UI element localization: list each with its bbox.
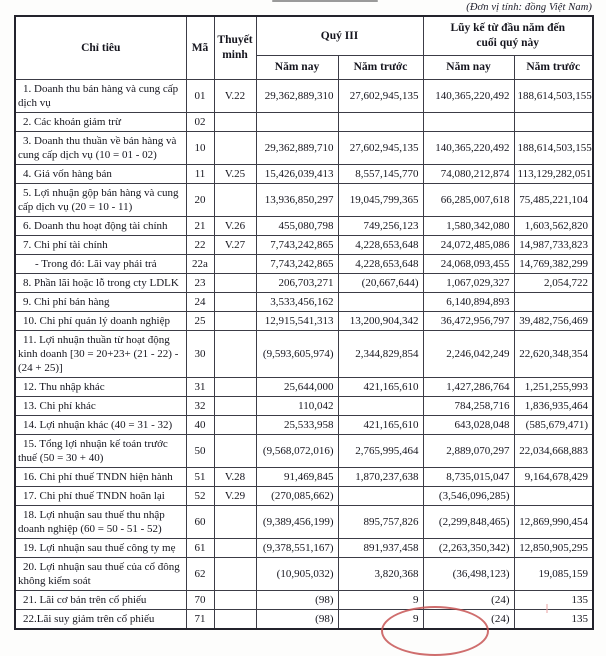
cell-note	[214, 591, 256, 610]
table-row	[15, 435, 593, 468]
table-row	[15, 132, 593, 165]
cell-note	[214, 274, 256, 293]
table-row	[15, 217, 593, 236]
cell-code: 11	[186, 165, 214, 184]
cell-y-this: 8,735,015,047	[423, 468, 514, 487]
cell-code: 24	[186, 293, 214, 312]
table-row	[15, 539, 593, 558]
cell-code: 40	[186, 416, 214, 435]
cell-code: 21	[186, 217, 214, 236]
header-luyke-nam-truoc: Năm trước	[514, 56, 593, 80]
cell-y-prev: (585,679,471)	[514, 416, 593, 435]
cell-q-this: 110,042	[256, 397, 338, 416]
cell-q-this: (9,389,456,199)	[256, 506, 338, 539]
table-row	[15, 184, 593, 217]
cell-q-this: 25,644,000	[256, 378, 338, 397]
table-row	[15, 416, 593, 435]
cell-q-this: (98)	[256, 610, 338, 630]
cell-note	[214, 255, 256, 274]
cell-code: 50	[186, 435, 214, 468]
cell-code: 51	[186, 468, 214, 487]
table-row	[15, 610, 593, 630]
scan-artifact-line	[546, 604, 548, 613]
cell-note	[214, 293, 256, 312]
cell-note	[214, 610, 256, 630]
cell-y-prev: 75,485,221,104	[514, 184, 593, 217]
cell-y-prev: 188,614,503,155	[514, 80, 593, 113]
cell-q-prev: 421,165,610	[338, 416, 423, 435]
cell-code: 32	[186, 397, 214, 416]
cell-y-this: 24,072,485,086	[423, 236, 514, 255]
cell-y-prev: 9,164,678,429	[514, 468, 593, 487]
cell-y-this: 36,472,956,797	[423, 312, 514, 331]
cell-y-this: 24,068,093,455	[423, 255, 514, 274]
cell-y-this: 643,028,048	[423, 416, 514, 435]
table-row	[15, 80, 593, 113]
cell-note: V.28	[214, 468, 256, 487]
table-row	[15, 506, 593, 539]
table-row	[15, 487, 593, 506]
cell-q-this: 206,703,271	[256, 274, 338, 293]
cell-label: 10. Chi phí quản lý doanh nghiệp	[15, 312, 186, 331]
table-row	[15, 255, 593, 274]
header-thuyet-minh: Thuyết minh	[214, 16, 256, 80]
cell-label: 6. Doanh thu hoạt động tài chính	[15, 217, 186, 236]
cell-code: 30	[186, 331, 214, 378]
cell-y-prev	[514, 293, 593, 312]
cell-q-prev: (20,667,644)	[338, 274, 423, 293]
cell-code: 23	[186, 274, 214, 293]
cell-label: 20. Lợi nhuận sau thuế của cổ đông không kiểm soát	[15, 558, 186, 591]
table-row	[15, 331, 593, 378]
cell-y-this: 1,067,029,327	[423, 274, 514, 293]
cell-code: 71	[186, 610, 214, 630]
cell-y-prev: 1,603,562,820	[514, 217, 593, 236]
cell-q-this: 12,915,541,313	[256, 312, 338, 331]
cell-q-prev: 9	[338, 591, 423, 610]
cell-code: 20	[186, 184, 214, 217]
cell-y-prev	[514, 487, 593, 506]
cell-note	[214, 132, 256, 165]
cell-code: 31	[186, 378, 214, 397]
table-row	[15, 293, 593, 312]
table-row	[15, 165, 593, 184]
unit-note: (Đơn vị tính: đồng Việt Nam)	[466, 2, 592, 13]
cell-note: V.27	[214, 236, 256, 255]
cell-q-prev: 19,045,799,365	[338, 184, 423, 217]
cell-q-prev: 895,757,826	[338, 506, 423, 539]
cell-y-prev: 19,085,159	[514, 558, 593, 591]
cell-y-this: (24)	[423, 610, 514, 630]
cell-label: 19. Lợi nhuận sau thuế công ty mẹ	[15, 539, 186, 558]
cell-note	[214, 378, 256, 397]
cell-note	[214, 397, 256, 416]
cell-q-prev: 4,228,653,648	[338, 255, 423, 274]
cell-label: 5. Lợi nhuận gộp bán hàng và cung cấp dịch vụ (20 = 10 - 11)	[15, 184, 186, 217]
cell-label: 13. Chi phí khác	[15, 397, 186, 416]
cell-label: 3. Doanh thu thuần về bán hàng và cung cấp dịch vụ (10 = 01 - 02)	[15, 132, 186, 165]
cell-q-prev: 749,256,123	[338, 217, 423, 236]
table-row	[15, 378, 593, 397]
cell-code: 22a	[186, 255, 214, 274]
header-luyke-nam-nay: Năm nay	[423, 56, 514, 80]
cell-note	[214, 184, 256, 217]
cell-y-prev: 188,614,503,155	[514, 132, 593, 165]
cell-code: 10	[186, 132, 214, 165]
cell-q-prev: 891,937,458	[338, 539, 423, 558]
cell-q-this: 25,533,958	[256, 416, 338, 435]
header-quy-iii: Quý III	[256, 16, 423, 56]
cell-label: 11. Lợi nhuận thuần từ hoạt động kinh doanh [30 = 20+23+ (21 - 22) - (24 + 25)]	[15, 331, 186, 378]
cell-y-this: 140,365,220,492	[423, 80, 514, 113]
cell-y-this: 1,427,286,764	[423, 378, 514, 397]
cell-q-this: 3,533,456,162	[256, 293, 338, 312]
cell-label: 1. Doanh thu bán hàng và cung cấp dịch vụ	[15, 80, 186, 113]
cell-code: 22	[186, 236, 214, 255]
cell-q-this: (10,905,032)	[256, 558, 338, 591]
cell-label: 18. Lợi nhuận sau thuế thu nhập doanh nghiệp (60 = 50 - 51 - 52)	[15, 506, 186, 539]
cell-y-this: 2,889,070,297	[423, 435, 514, 468]
cell-q-prev: 1,870,237,638	[338, 468, 423, 487]
cell-y-prev: 39,482,756,469	[514, 312, 593, 331]
cell-q-this: 29,362,889,310	[256, 80, 338, 113]
cell-note: V.29	[214, 487, 256, 506]
cell-y-prev: 1,836,935,464	[514, 397, 593, 416]
table-row	[15, 397, 593, 416]
cell-q-this: (9,378,551,167)	[256, 539, 338, 558]
cell-q-this: 7,743,242,865	[256, 255, 338, 274]
cell-code: 01	[186, 80, 214, 113]
cell-q-this: 91,469,845	[256, 468, 338, 487]
cell-y-this: (3,546,096,285)	[423, 487, 514, 506]
cell-note: V.22	[214, 80, 256, 113]
cell-y-this: 1,580,342,080	[423, 217, 514, 236]
cell-q-this: 455,080,798	[256, 217, 338, 236]
cell-q-this: (98)	[256, 591, 338, 610]
cell-label: 16. Chi phí thuế TNDN hiện hành	[15, 468, 186, 487]
cell-y-prev	[514, 113, 593, 132]
table-row	[15, 312, 593, 331]
cell-q-this: 29,362,889,710	[256, 132, 338, 165]
income-statement-table	[14, 15, 594, 630]
cell-q-this: (9,568,072,016)	[256, 435, 338, 468]
cell-code: 25	[186, 312, 214, 331]
cell-q-prev	[338, 293, 423, 312]
cell-q-this: 15,426,039,413	[256, 165, 338, 184]
cell-q-prev: 9	[338, 610, 423, 630]
cell-note	[214, 113, 256, 132]
header-luy-ke	[423, 16, 593, 56]
cell-y-prev: 22,620,348,354	[514, 331, 593, 378]
cell-q-prev: 2,344,829,854	[338, 331, 423, 378]
cell-q-prev	[338, 487, 423, 506]
header-quy-nam-nay: Năm nay	[256, 56, 338, 80]
cell-y-this: (2,263,350,342)	[423, 539, 514, 558]
cell-code: 61	[186, 539, 214, 558]
cell-q-prev: 13,200,904,342	[338, 312, 423, 331]
cell-code: 52	[186, 487, 214, 506]
cell-y-prev: 12,869,990,454	[514, 506, 593, 539]
cell-note: V.25	[214, 165, 256, 184]
cell-label: 9. Chi phí bán hàng	[15, 293, 186, 312]
cell-label: - Trong đó: Lãi vay phải trả	[15, 255, 186, 274]
cell-q-this: (270,085,662)	[256, 487, 338, 506]
cell-note	[214, 331, 256, 378]
cell-y-this: 74,080,212,874	[423, 165, 514, 184]
cell-note	[214, 539, 256, 558]
cell-q-prev: 27,602,945,135	[338, 132, 423, 165]
table-row	[15, 468, 593, 487]
cell-code: 62	[186, 558, 214, 591]
cell-y-prev: 113,129,282,051	[514, 165, 593, 184]
cell-code: 60	[186, 506, 214, 539]
cell-q-prev: 4,228,653,648	[338, 236, 423, 255]
cell-q-this	[256, 113, 338, 132]
cell-q-this: (9,593,605,974)	[256, 331, 338, 378]
cell-y-prev: 14,987,733,823	[514, 236, 593, 255]
cell-y-this: 784,258,716	[423, 397, 514, 416]
cell-label: 2. Các khoản giảm trừ	[15, 113, 186, 132]
cell-y-this: 2,246,042,249	[423, 331, 514, 378]
table-row	[15, 558, 593, 591]
red-stamp-arc	[381, 606, 489, 656]
table-body	[15, 80, 593, 630]
cell-q-prev: 3,820,368	[338, 558, 423, 591]
cell-y-prev: 22,034,668,883	[514, 435, 593, 468]
cut-off-title-artifact	[272, 0, 378, 2]
cell-y-prev: 12,850,905,295	[514, 539, 593, 558]
cell-label: 22.Lãi suy giảm trên cổ phiếu	[15, 610, 186, 630]
cell-label: 14. Lợi nhuận khác (40 = 31 - 32)	[15, 416, 186, 435]
cell-label: 21. Lãi cơ bản trên cổ phiếu	[15, 591, 186, 610]
cell-note: V.26	[214, 217, 256, 236]
cell-y-prev: 14,769,382,299	[514, 255, 593, 274]
cell-y-prev: 135	[514, 610, 593, 630]
cell-q-this: 13,936,850,297	[256, 184, 338, 217]
cell-label: 12. Thu nhập khác	[15, 378, 186, 397]
table-row	[15, 274, 593, 293]
cell-q-prev: 27,602,945,135	[338, 80, 423, 113]
cell-y-prev: 2,054,722	[514, 274, 593, 293]
table-header	[15, 16, 593, 80]
cell-q-prev	[338, 113, 423, 132]
header-quy-nam-truoc: Năm trước	[338, 56, 423, 80]
cell-q-this: 7,743,242,865	[256, 236, 338, 255]
header-ma: Mã	[186, 16, 214, 80]
table-row	[15, 591, 593, 610]
cell-code: 02	[186, 113, 214, 132]
header-chi-tieu: Chỉ tiêu	[15, 16, 186, 80]
cell-label: 7. Chi phí tài chính	[15, 236, 186, 255]
table-row	[15, 236, 593, 255]
cell-y-this: 66,285,007,618	[423, 184, 514, 217]
cell-q-prev: 421,165,610	[338, 378, 423, 397]
header-group-row	[15, 16, 593, 56]
cell-label: 17. Chi phí thuế TNDN hoãn lại	[15, 487, 186, 506]
cell-y-this: 6,140,894,893	[423, 293, 514, 312]
cell-y-this: (24)	[423, 591, 514, 610]
cell-note	[214, 558, 256, 591]
cell-note	[214, 506, 256, 539]
cell-label: 8. Phần lãi hoặc lỗ trong cty LDLK	[15, 274, 186, 293]
cell-y-this: (36,498,123)	[423, 558, 514, 591]
cell-q-prev: 2,765,995,464	[338, 435, 423, 468]
cell-note	[214, 416, 256, 435]
cell-note	[214, 435, 256, 468]
table-row	[15, 113, 593, 132]
cell-label: 4. Giá vốn hàng bán	[15, 165, 186, 184]
cell-y-this	[423, 113, 514, 132]
cell-q-prev	[338, 397, 423, 416]
cell-y-prev: 135	[514, 591, 593, 610]
cell-note	[214, 312, 256, 331]
cell-label: 15. Tổng lợi nhuận kế toán trước thuế (50 = 30 + 40)	[15, 435, 186, 468]
cell-y-this: (2,299,848,465)	[423, 506, 514, 539]
header-luy-ke-label: Lũy kế từ đầu năm đến cuối quý này	[450, 22, 566, 49]
cell-y-prev: 1,251,255,993	[514, 378, 593, 397]
cell-code: 70	[186, 591, 214, 610]
cell-q-prev: 8,557,145,770	[338, 165, 423, 184]
cell-y-this: 140,365,220,492	[423, 132, 514, 165]
